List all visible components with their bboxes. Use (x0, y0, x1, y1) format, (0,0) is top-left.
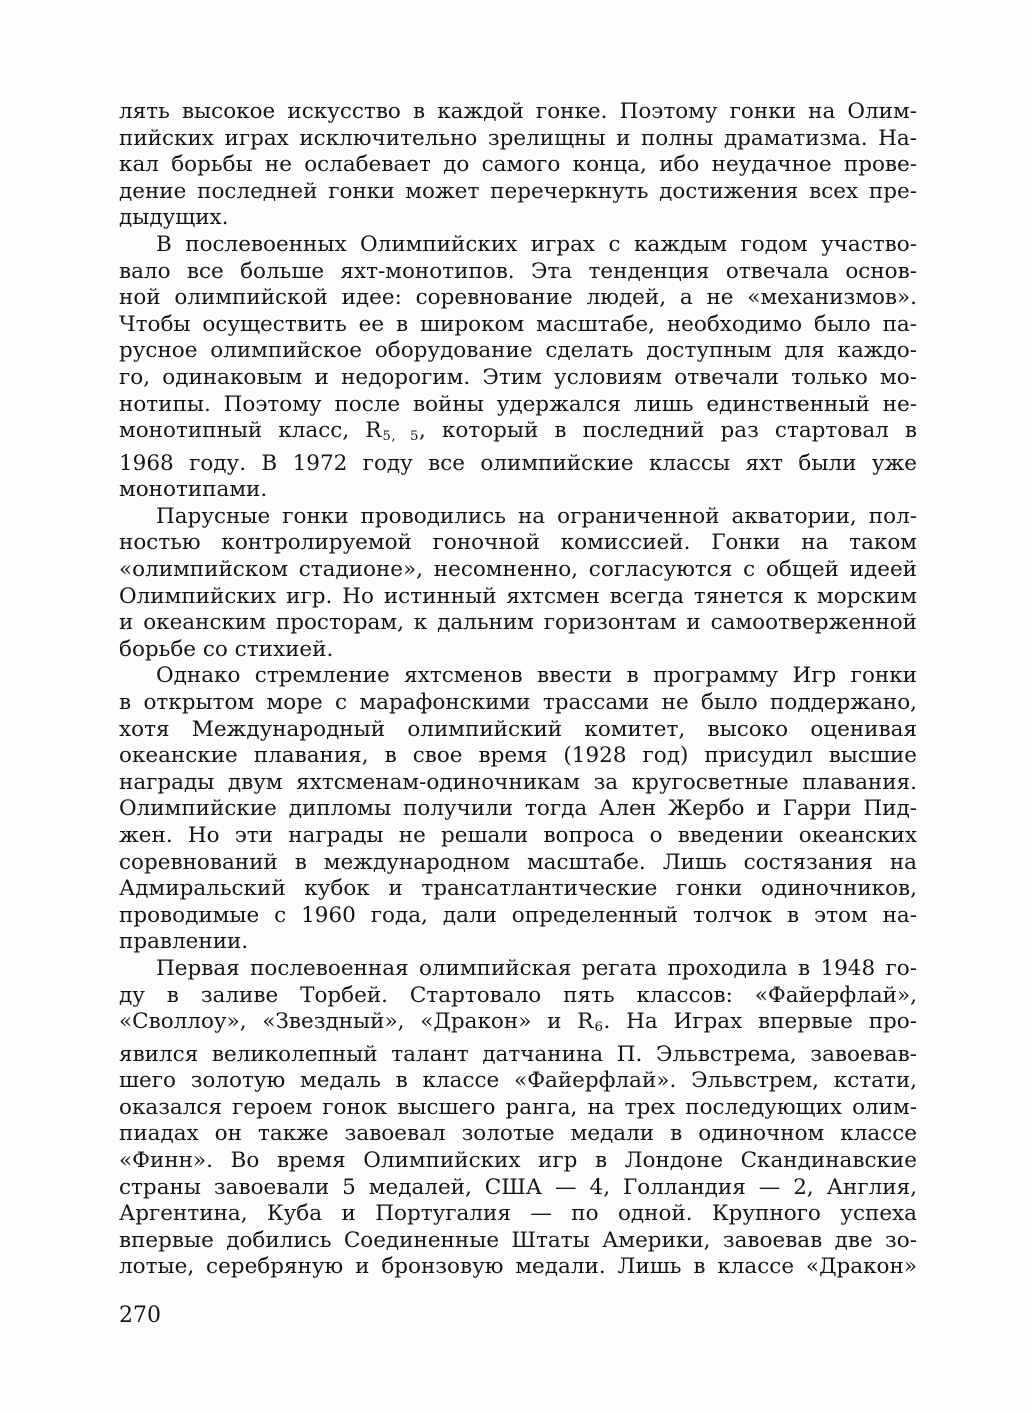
text-line: русное олимпийское оборудование сделать доступным для каждо- (119, 338, 917, 364)
text-line: «олимпийском стадионе», несомненно, согласуются с общей идеей (119, 557, 917, 583)
text-line: монотипами. (119, 477, 268, 503)
text-line: монотипный класс, $R_{5, 5}$, который в последний раз стартовал в (119, 418, 917, 445)
text-line: проводимые с 1960 года, дали определенный толчок в этом на- (119, 902, 917, 928)
text-line: страны завоевали 5 медалей, США — 4, Голландия — 2, Англия, (119, 1174, 917, 1200)
text-line: жен. Но эти награды не решали вопроса о введении океанских (119, 822, 917, 848)
text-line: ной олимпийской идее: соревнование людей, а не «механизмов». (119, 285, 917, 311)
text-line: пийских играх исключительно зрелищны и полны драматизма. На- (119, 125, 917, 151)
text-block (119, 99, 917, 1281)
text-line: Аргентина, Куба и Португалия — по одной. Крупного успеха (119, 1201, 917, 1227)
text-line: вало все больше яхт-монотипов. Эта тенденция отвечала основ- (119, 258, 917, 284)
text-line: шего золотую медаль в классе «Файерфлай». Эльвстрем, кстати, (119, 1068, 917, 1094)
paragraph (119, 99, 917, 232)
text-line: в открытом море с марафонскими трассами не было поддержано, (119, 689, 917, 715)
text-line: дыдущих. (119, 205, 229, 231)
text-line: нотипы. Поэтому после войны удержался лишь единственный не- (119, 391, 917, 417)
text-line: ду в заливе Торбей. Стартовало пять классов: «Файерфлай», (119, 982, 917, 1008)
text-line: дение последней гонки может перечеркнуть достижения всех пре- (119, 178, 917, 204)
text-line: океанские плавания, в свое время (1928 год) присудил высшие (119, 743, 917, 769)
text-line: Олимпийские дипломы получили тогда Ален Жербо и Гарри Пид- (119, 796, 917, 822)
text-line: 1968 году. В 1972 году все олимпийские классы яхт были уже (119, 450, 917, 476)
text-line: Чтобы осуществить ее в широком масштабе, необходимо было па- (119, 311, 917, 337)
text-line: соревнований в международном масштабе. Лишь состязания на (119, 849, 917, 875)
text-line: лять высокое искусство в каждой гонке. Поэтому гонки на Олим- (119, 99, 917, 124)
paragraph (119, 504, 917, 664)
page-number: 270 (119, 1303, 161, 1328)
paragraph (119, 956, 917, 1281)
paragraph (119, 663, 917, 956)
text-line: Однако стремление яхтсменов ввести в программу Игр гонки (156, 663, 917, 689)
text-line: лотые, серебряную и бронзовую медали. Лишь в классе «Дракон» (119, 1254, 917, 1280)
text-line: награды двум яхтсменам-одиночникам за кругосветные плавания. (119, 769, 917, 795)
text-line: правлении. (119, 929, 249, 955)
text-line: и океанским просторам, к дальним горизонтам и самоотверженной (119, 610, 917, 636)
text-line: Олимпийских игр. Но истинный яхтсмен всегда тянется к морским (119, 583, 917, 609)
text-line: «Финн». Во время Олимпийских игр в Лондоне Скандинавские (119, 1148, 917, 1173)
subscript: 6 (594, 1020, 604, 1036)
text-line: пиадах он также завоевал золотые медали в одиночном классе (119, 1121, 917, 1147)
text-line: борьбе со стихией. (119, 636, 334, 662)
subscript: 5, 5 (382, 429, 420, 445)
text-line: Парусные гонки проводились на ограниченной акватории, пол- (156, 503, 917, 529)
text-line: Первая послевоенная олимпийская регата проходила в 1948 го- (156, 955, 917, 981)
text-line: В послевоенных Олимпийских играх с каждым годом участво- (156, 231, 917, 257)
paragraph (119, 232, 917, 504)
text-line: впервые добились Соединенные Штаты Америки, завоевав две зо- (119, 1227, 917, 1253)
text-line: Адмиральский кубок и трансатлантические гонки одиночников, (119, 876, 917, 902)
text-line: ностью контролируемой гоночной комиссией. Гонки на таком (119, 530, 917, 556)
text-line: явился великолепный талант датчанина П. Эльвстрема, завоевав- (119, 1041, 917, 1067)
text-line: го, одинаковым и недорогим. Этим условиям отвечали только мо- (119, 364, 917, 390)
text-line: «Своллоу», «Звездный», «Дракон» и $R_6$. На Играх впервые про- (119, 1009, 918, 1036)
text-line: оказался героем гонок высшего ранга, на трех последующих олим- (119, 1094, 917, 1120)
text-line: кал борьбы не ослабевает до самого конца, ибо неудачное прове- (119, 152, 917, 178)
text-line: хотя Международный олимпийский комитет, высоко оценивая (119, 716, 917, 742)
